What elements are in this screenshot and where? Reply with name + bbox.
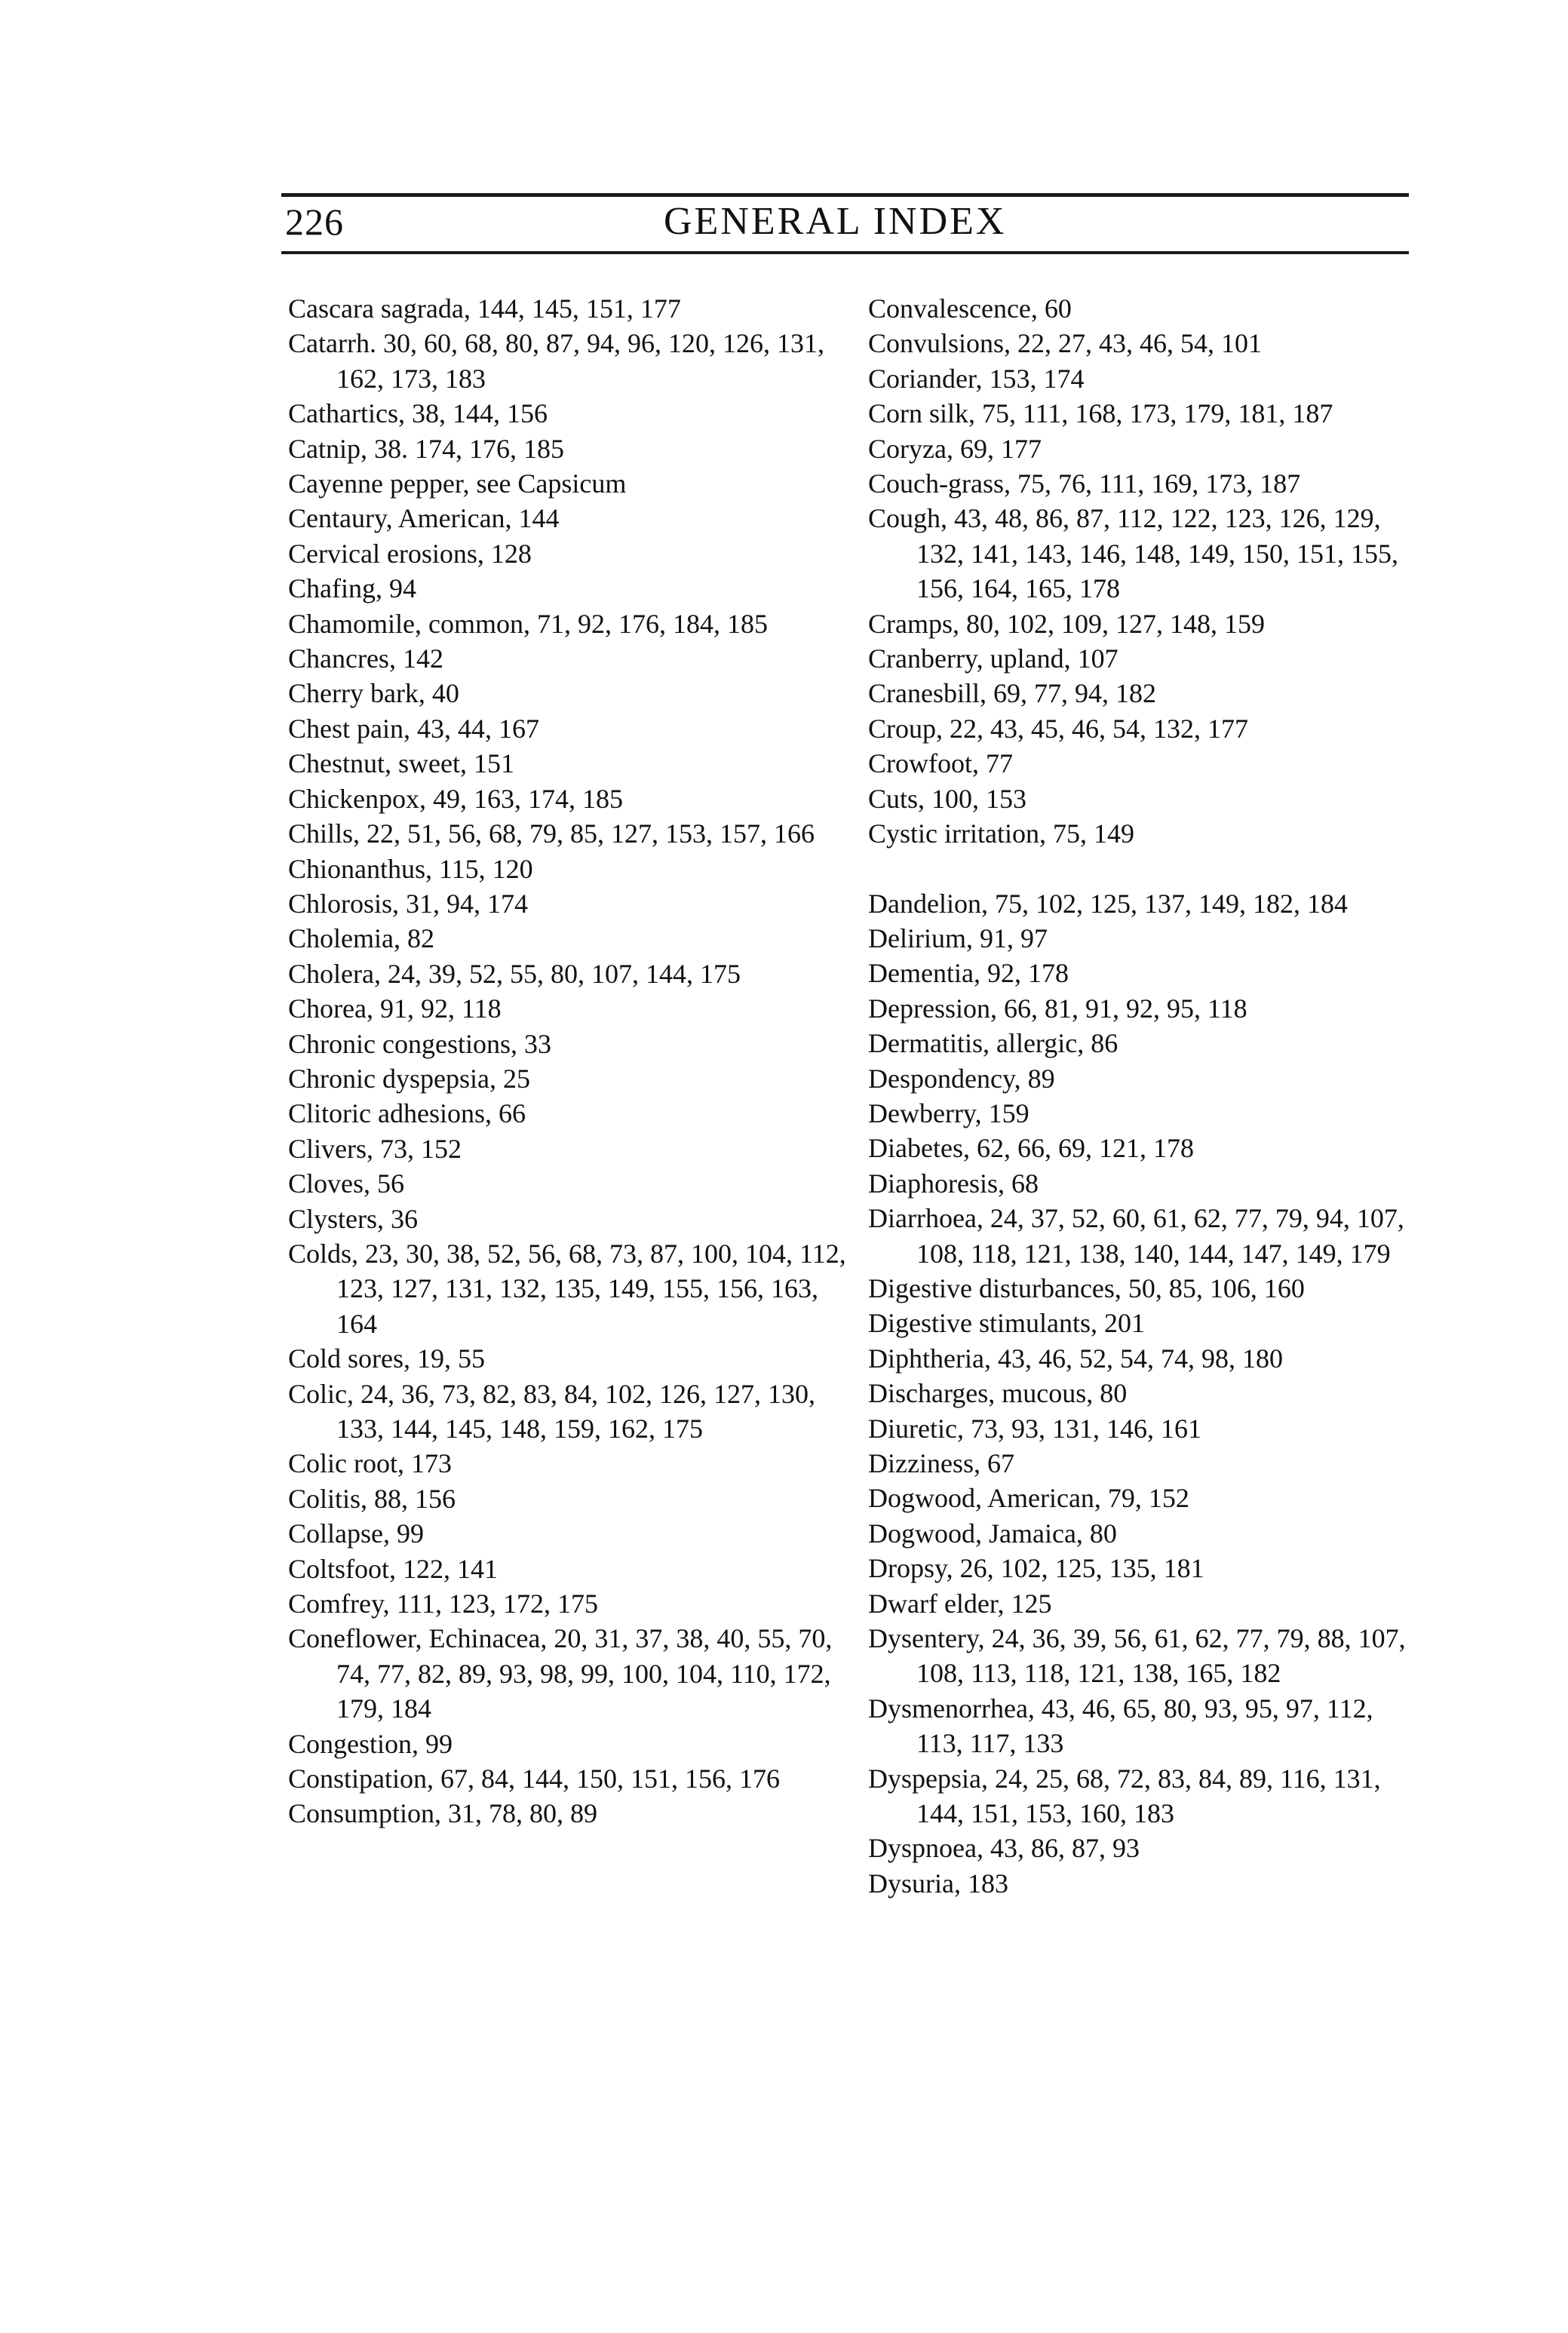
index-entry: Coltsfoot, 122, 141 [288,1553,499,1584]
index-entry: Cranesbill, 69, 77, 94, 182 [868,678,1156,709]
index-entry: Diphtheria, 43, 46, 52, 54, 74, 98, 180 [868,1343,1283,1374]
index-entry: Cholera, 24, 39, 52, 55, 80, 107, 144, 175 [288,958,741,989]
index-entry: Chamomile, common, 71, 92, 176, 184, 185 [288,608,768,639]
index-entry: Chafing, 94 [288,573,416,604]
index-column-left [288,291,846,1831]
index-entry: Coriander, 153, 174 [868,363,1085,394]
index-entry: Digestive disturbances, 50, 85, 106, 160 [868,1272,1305,1303]
index-entry: Cuts, 100, 153 [868,783,1027,814]
index-entry: Comfrey, 111, 123, 172, 175 [288,1589,598,1619]
index-entry: Dogwood, American, 79, 152 [868,1483,1189,1514]
index-entry: Colds, 23, 30, 38, 52, 56, 68, 73, 87, 100, 104, 112, 123, 127, 131, 132, 135, 149, 155, 156, 163, 164 [288,1238,846,1339]
index-entry: Colitis, 88, 156 [288,1483,456,1514]
index-entry: Clitoric adhesions, 66 [288,1098,526,1129]
index-entry: Corn silk, 75, 111, 168, 173, 179, 181, 187 [868,398,1333,429]
header-top-rule [281,193,1409,197]
index-entry: Diuretic, 73, 93, 131, 146, 161 [868,1413,1201,1444]
index-entry: Dysuria, 183 [868,1868,1008,1899]
index-entry: Dropsy, 26, 102, 125, 135, 181 [868,1553,1204,1584]
index-entry: Dogwood, Jamaica, 80 [868,1518,1117,1549]
index-entry: Discharges, mucous, 80 [868,1378,1128,1409]
index-entry: Collapse, 99 [288,1518,424,1549]
index-entry: Couch-grass, 75, 76, 111, 169, 173, 187 [868,468,1301,499]
index-entry: Croup, 22, 43, 45, 46, 54, 132, 177 [868,713,1248,744]
index-entry: Centaury, American, 144 [288,503,560,534]
index-entry: Cystic irritation, 75, 149 [868,818,1134,849]
index-entry: Catarrh. 30, 60, 68, 80, 87, 94, 96, 120, 126, 131, 162, 173, 183 [288,328,824,394]
index-entry: Colic root, 173 [288,1448,452,1479]
page-number: 226 [285,201,344,243]
index-entry: Dyspnoea, 43, 86, 87, 93 [868,1833,1140,1864]
index-entry: Digestive stimulants, 201 [868,1308,1145,1339]
index-entry: Congestion, 99 [288,1728,453,1759]
index-entry: Clivers, 73, 152 [288,1133,462,1164]
index-entry: Dermatitis, allergic, 86 [868,1028,1118,1059]
index-entry: Diarrhoea, 24, 37, 52, 60, 61, 62, 77, 79, 94, 107, 108, 118, 121, 138, 140, 144, 147, 149, 179 [868,1203,1404,1269]
index-entry: Clysters, 36 [288,1203,419,1234]
index-entry: Convulsions, 22, 27, 43, 46, 54, 101 [868,328,1263,359]
index-entry: Depression, 66, 81, 91, 92, 95, 118 [868,993,1247,1024]
index-entry: Catnip, 38. 174, 176, 185 [288,433,564,464]
index-entry: Diabetes, 62, 66, 69, 121, 178 [868,1133,1194,1164]
index-entry: Delirium, 91, 97 [868,922,1048,953]
index-entry: Cholemia, 82 [288,923,434,954]
index-entry: Cough, 43, 48, 86, 87, 112, 122, 123, 126, 129, 132, 141, 143, 146, 148, 149, 150, 151, 155, 156, 164, 165, 178 [868,503,1398,604]
index-entry: Cloves, 56 [288,1168,405,1199]
index-entry: Chills, 22, 51, 56, 68, 79, 85, 127, 153, 157, 166 [288,818,815,849]
index-entry: Cramps, 80, 102, 109, 127, 148, 159 [868,608,1265,639]
index-entry: Cranberry, upland, 107 [868,643,1118,674]
index-entry: Dementia, 92, 178 [868,958,1069,989]
index-entry: Chestnut, sweet, 151 [288,748,514,779]
index-entry: Chorea, 91, 92, 118 [288,993,502,1024]
index-entry: Colic, 24, 36, 73, 82, 83, 84, 102, 126, 127, 130, 133, 144, 145, 148, 159, 162, 175 [288,1378,815,1444]
index-entry: Chronic congestions, 33 [288,1028,551,1059]
index-entry: Coneflower, Echinacea, 20, 31, 37, 38, 40, 55, 70, 74, 77, 82, 89, 93, 98, 99, 100, 104, 110, 172, 179, 184 [288,1623,833,1724]
index-entry: Chest pain, 43, 44, 167 [288,713,539,744]
index-entry: Chickenpox, 49, 163, 174, 185 [288,783,623,814]
index-entry: Constipation, 67, 84, 144, 150, 151, 156, 176 [288,1764,781,1794]
running-head-title: GENERAL INDEX [664,200,1007,243]
index-entry: Cayenne pepper, see Capsicum [288,468,627,499]
index-entry: Dysentery, 24, 36, 39, 56, 61, 62, 77, 79, 88, 107, 108, 113, 118, 121, 138, 165, 182 [868,1623,1406,1689]
index-entry: Chancres, 142 [288,643,443,674]
header-bottom-rule [281,251,1409,254]
index-entry: Dizziness, 67 [868,1448,1014,1478]
index-entry: Cascara sagrada, 144, 145, 151, 177 [288,293,681,324]
index-entry: Dyspepsia, 24, 25, 68, 72, 83, 84, 89, 116, 131, 144, 151, 153, 160, 183 [868,1763,1381,1829]
index-entry: Chionanthus, 115, 120 [288,853,533,884]
index-entry: Cherry bark, 40 [288,678,459,709]
index-entry: Diaphoresis, 68 [868,1168,1039,1199]
index-entry: Coryza, 69, 177 [868,433,1042,464]
index-entry: Dysmenorrhea, 43, 46, 65, 80, 93, 95, 97, 112, 113, 117, 133 [868,1693,1373,1759]
index-entry: Crowfoot, 77 [868,748,1013,779]
index-entry: Cold sores, 19, 55 [288,1343,485,1374]
index-entry: Dewberry, 159 [868,1097,1029,1128]
index-entry: Convalescence, 60 [868,293,1072,324]
index-entry: Chlorosis, 31, 94, 174 [288,888,529,919]
index-entry: Chronic dyspepsia, 25 [288,1063,530,1094]
index-entry: Cathartics, 38, 144, 156 [288,398,548,429]
index-entry: Cervical erosions, 128 [288,538,532,569]
index-entry: Dwarf elder, 125 [868,1588,1052,1619]
index-entry: Dandelion, 75, 102, 125, 137, 149, 182, 184 [868,888,1348,919]
index-entry: Despondency, 89 [868,1063,1055,1094]
index-column-right [868,291,1426,1901]
index-entry: Consumption, 31, 78, 80, 89 [288,1798,598,1829]
